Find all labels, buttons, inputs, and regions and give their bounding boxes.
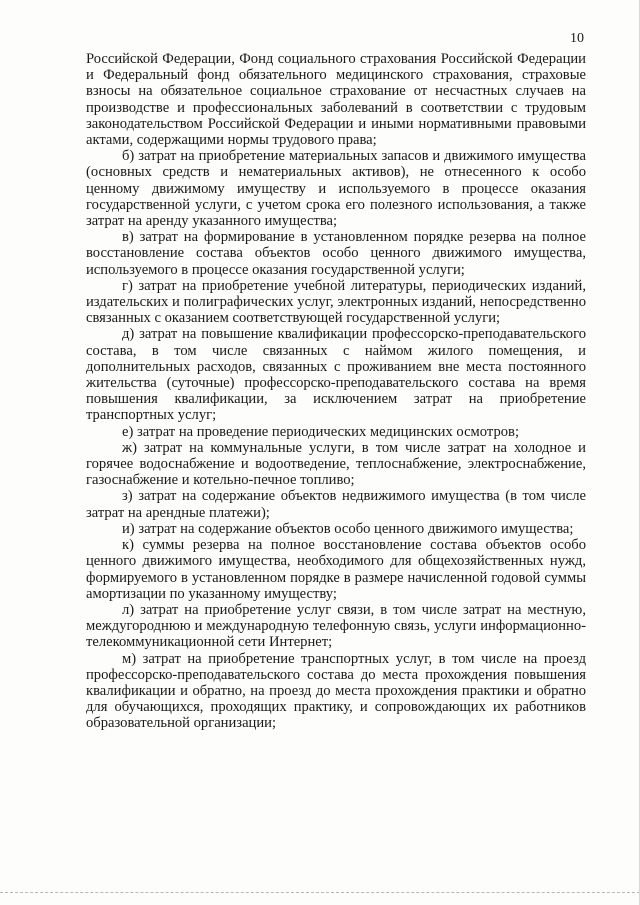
paragraph-item-d: д) затрат на повышение квалификации профессорско-преподавательского состава, в том числе связанных с наймом жилого помещения, и дополнительных расходов, связанных с проживанием вне места постоянного жительства (суточные) профессорско-преподавательского состава на время повышения квалификации, за исключением затрат на приобретение транспортных услуг;	[86, 326, 586, 424]
paragraph-item-k: к) суммы резерва на полное восстановление состава объектов особо ценного движимого имущества, необходимого для общехозяйственных нужд, формируемого в установленном порядке в размере начисленной годовой суммы амортизации по указанному имуществу;	[86, 537, 586, 602]
scan-artifact-line	[0, 892, 640, 894]
paragraph-item-b: б) затрат на приобретение материальных запасов и движимого имущества (основных средств и нематериальных активов), не отнесенного к особо ценному движимому имуществу и используемого в процессе оказания государственной услуги, с учетом срока его полезного использования, а также затрат на аренду указанного имущества;	[86, 148, 586, 230]
paragraph-continuation: Российской Федерации, Фонд социального страхования Российской Федерации и Федеральный фонд обязательного медицинского страхования, страховые взносы на обязательное социальное страхование от несчастных случаев на производстве и профессиональных заболеваний в соответствии с трудовым законодательством Российской Федерации и иными нормативными правовыми актами, содержащими нормы трудового права;	[86, 51, 586, 149]
paragraph-item-m: м) затрат на приобретение транспортных услуг, в том числе на проезд профессорско-преподавательского состава до места прохождения повышения квалификации и обратно, на проезд до места прохождения практики и обратно для обучающихся, проходящих практику, и сопровождающих их работников образовательной организации;	[86, 650, 586, 732]
document-body	[86, 51, 586, 732]
paragraph-item-g: г) затрат на приобретение учебной литературы, периодических изданий, издательских и полиграфических услуг, электронных изданий, непосредственно связанных с оказанием соответствующей государственной услуги;	[86, 277, 586, 327]
paragraph-item-l: л) затрат на приобретение услуг связи, в том числе затрат на местную, междугороднюю и международную телефонную связь, услуги информационно-телекоммуникационной сети Интернет;	[86, 601, 586, 651]
paragraph-item-e: е) затрат на проведение периодических медицинских осмотров;	[122, 423, 519, 440]
page-number: 10	[570, 31, 584, 46]
paragraph-item-v: в) затрат на формирование в установленном порядке резерва на полное восстановление состава объектов особо ценного движимого имущества, используемого в процессе оказания государственной услуги;	[86, 229, 586, 278]
paragraph-item-zh: ж) затрат на коммунальные услуги, в том числе затрат на холодное и горячее водоснабжение и водоотведение, теплоснабжение, электроснабжение, газоснабжение и котельно-печное топливо;	[86, 439, 586, 489]
paragraph-item-z: з) затрат на содержание объектов недвижимого имущества (в том числе затрат на арендные платежи);	[86, 488, 586, 521]
paragraph-item-i: и) затрат на содержание объектов особо ценного движимого имущества;	[122, 520, 574, 537]
